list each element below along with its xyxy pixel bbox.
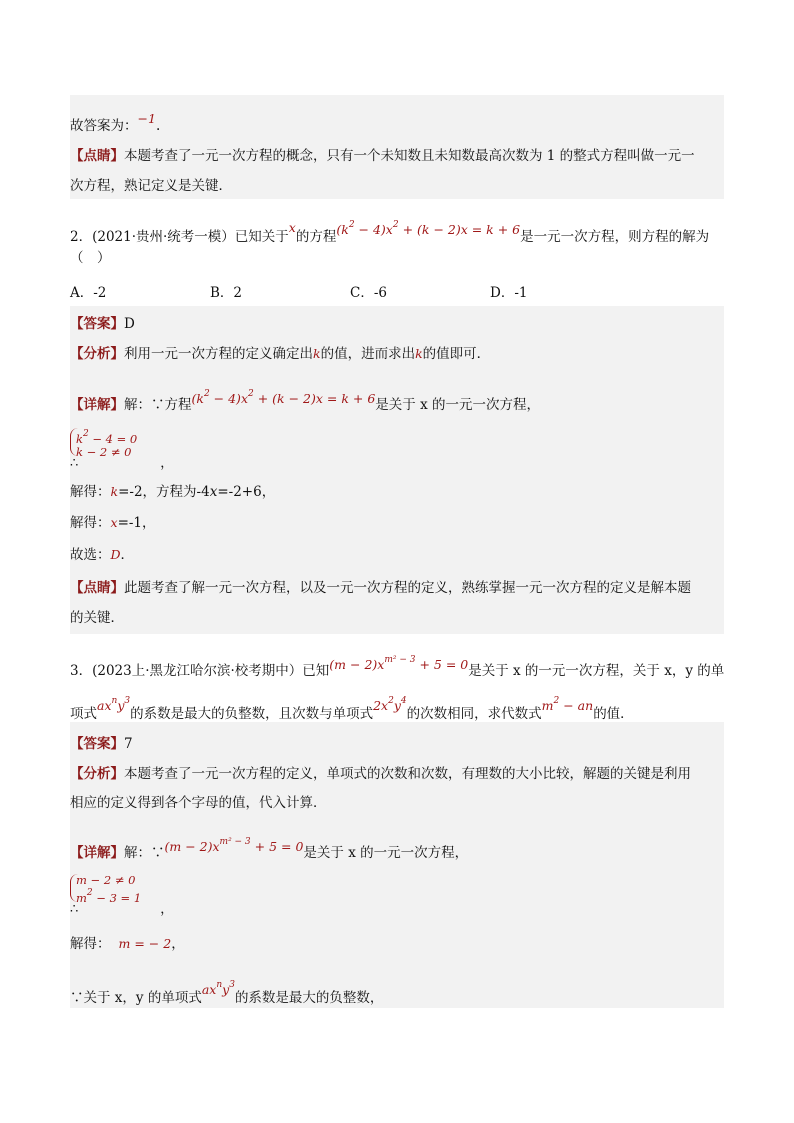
comment-line-2b: 的关键． bbox=[70, 610, 124, 626]
document-page: 故答案为：−1. 【点睛】本题考查了一元一次方程的概念，只有一个未知数且未知数最高次数为 1 的整式方程叫做一元一 次方程，熟记定义是关键． 2．(2021·贵州·统考一模）已知关于x的方程$(k^2 - 4)x^2 + (k - 2)x = k + 6$是一元一次方程，则方程的解为 （ ） A．-2 B．2 C．-6 D．-1 【答案】D 【分析】利用一元一次方程的定义确定出k的值，进而求出k的值即可． 【详解】解：∵方程$(k^2 - 4)x^2 + (k - 2)x = k + 6$是关于 x 的一元一次方程， $k^2 - 4 = 0$ k − 2 ≠ 0 ∴ ， 解得：k=-2，方程为-4x=-2+6， 解得：x=-1， 故选：D． 【点睛】此题考查了解一元一次方程，以及一元一次方程的定义，熟练掌握一元一次方程的定义是解本题 的关键． 3．(2023上·黑龙江哈尔滨·校考期中）已知$(m - 2)x^{m^2 - 3} + 5 = 0$是关于 x 的一元一次方程，关于 x，y 的单 项式$ax^ny^3$的系数是最大的负整数，且次数与单项式$2x^2y^4$的次数相同，求代数式$m^2$ − an的值． 【答案】7 【分析】本题考查了一元一次方程的定义，单项式的次数和次数，有理数的大小比较，解题的关键是利用 相应的定义得到各个字母的值，代入计算． 【详解】解：∵(m − $2)x^{m^2 - 3} + 5 = 0$是关于 x 的一元一次方程， m − 2 ≠ 0 $m^2 - 3 = 1$ ∴ ， 解得： m = − 2， ∵关于 x，y 的单项式$ax^ny^3$的系数是最大的负整数， bbox=[0, 0, 794, 1123]
comment-line-1a: 【点睛】本题考查了一元一次方程的概念，只有一个未知数且未知数最高次数为 1 的整式方程叫做一元一 bbox=[70, 148, 695, 164]
choice-c: C．-6 bbox=[350, 285, 387, 301]
question-2-equation: $(k^2 - 4)x^2 + (k - 2)x = k + 6$ bbox=[336, 220, 521, 237]
analysis-line-3b: 相应的定义得到各个字母的值，代入计算． bbox=[70, 795, 327, 811]
comment-line-1b: 次方程，熟记定义是关键． bbox=[70, 178, 232, 194]
last-line-3: ∵关于 x，y 的单项式$ax^ny^3$的系数是最大的负整数， bbox=[70, 980, 384, 1006]
answer-value: −1 bbox=[137, 111, 156, 126]
question-3-line-2: 项式$ax^ny^3$的系数是最大的负整数，且次数与单项式$2x^2y^4$的次数相同，求代数式$m^2$ − an的值． bbox=[70, 696, 634, 722]
comment-line-2a: 【点睛】此题考查了解一元一次方程，以及一元一次方程的定义，熟练掌握一元一次方程的定义是解本题 bbox=[70, 580, 691, 596]
solve-line-2b: 解得：x=-1， bbox=[70, 515, 156, 531]
solve-line-2a: 解得：k=-2，方程为-4x=-2+6， bbox=[70, 484, 276, 500]
question-2-line-1: 2．(2021·贵州·统考一模）已知关于x的方程$(k^2 - 4)x^2 + (k - 2)x = k + 6$是一元一次方程，则方程的解为 bbox=[70, 220, 710, 245]
choice-d: D．-1 bbox=[490, 285, 528, 301]
solve-line-3: 解得： m = − 2， bbox=[70, 936, 185, 952]
comment-tag: 【点睛】 bbox=[70, 148, 124, 164]
question-2-line-2: （ ） bbox=[70, 250, 111, 266]
answer-line-2: 【答案】D bbox=[70, 316, 135, 332]
detail-line-2: 【详解】解：∵方程$(k^2 - 4)x^2 + (k - 2)x = k + 6$是关于 x 的一元一次方程， bbox=[70, 389, 540, 413]
choice-a: A．-2 bbox=[70, 285, 107, 301]
question-3-line-1: 3．(2023上·黑龙江哈尔滨·校考期中）已知$(m - 2)x^{m^2 - 3} + 5 = 0$是关于 x 的一元一次方程，关于 x，y 的单 bbox=[70, 655, 725, 679]
question-2-choices bbox=[70, 283, 724, 303]
choice-b: B．2 bbox=[210, 285, 243, 301]
answer-line-3: 【答案】7 bbox=[70, 736, 133, 752]
detail-line-3: 【详解】解：∵(m − $2)x^{m^2 - 3} + 5 = 0$是关于 x 的一元一次方程， bbox=[70, 837, 469, 861]
choose-line-2: 故选：D． bbox=[70, 547, 135, 563]
answer-line-1: 故答案为：−1. bbox=[70, 111, 161, 134]
analysis-line-3a: 【分析】本题考查了一元一次方程的定义，单项式的次数和次数，有理数的大小比较，解题的关键是利用 bbox=[70, 766, 691, 782]
analysis-line-2: 【分析】利用一元一次方程的定义确定出k的值，进而求出k的值即可． bbox=[70, 346, 491, 362]
